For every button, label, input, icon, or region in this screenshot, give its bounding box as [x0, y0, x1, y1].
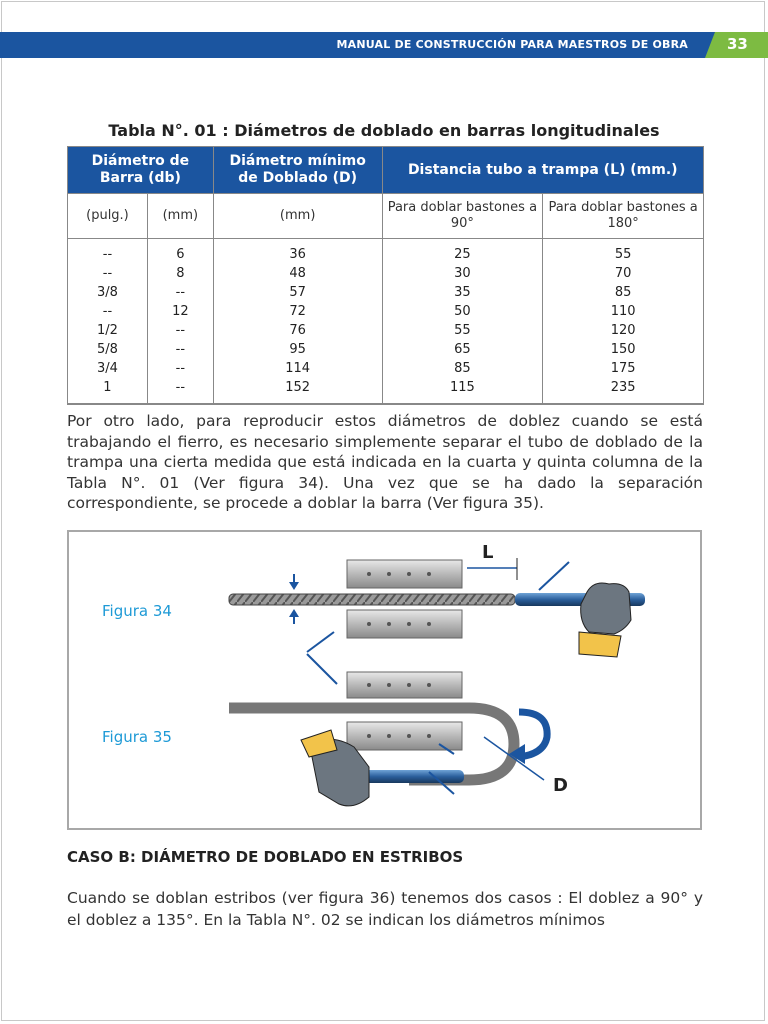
table-cell: 8: [176, 266, 185, 281]
table-cell: --: [175, 380, 186, 395]
table-cell: 72: [289, 304, 306, 319]
table-cell: --: [102, 304, 113, 319]
column-mm: [147, 239, 213, 405]
table-cell: 110: [610, 304, 636, 319]
table-cell: 1: [103, 380, 112, 395]
section-paragraph: Cuando se doblan estribos (ver figura 36) tenemos dos casos : El doblez a 90° y el doblez a 135°. En la Tabla N°. 02 se indican los diámetros mínimos: [67, 889, 703, 929]
table-cell: 120: [610, 323, 636, 338]
figure-35-label: Figura 35: [102, 728, 172, 746]
subheader-bend-90: Para doblar bastones a 90°: [382, 194, 543, 239]
bending-illustration: [69, 532, 700, 828]
bend-diameter-table: [67, 146, 704, 405]
table-cell: --: [175, 323, 186, 338]
table-cell: 70: [614, 266, 632, 281]
dimension-D-label: D: [553, 775, 568, 796]
table-cell: 35: [454, 285, 471, 300]
table-cell: 57: [289, 285, 306, 300]
column-min-mm: [213, 239, 382, 405]
table-cell: --: [102, 247, 113, 262]
figure-panel: [67, 530, 702, 830]
table-cell: 115: [449, 380, 475, 395]
table-cell: 48: [289, 266, 306, 281]
table-cell: 55: [454, 323, 471, 338]
figure-35-graphic: [229, 672, 547, 806]
table-cell: 152: [285, 380, 311, 395]
table-cell: --: [175, 285, 186, 300]
table-cell: 50: [454, 304, 471, 319]
table-cell: --: [175, 361, 186, 376]
subheader-mm: (mm): [147, 194, 213, 239]
table-cell: 95: [289, 342, 306, 357]
table-cell: --: [175, 342, 186, 357]
table-body-row: [68, 239, 704, 405]
column-bend-180: [543, 239, 704, 405]
table-cell: 3/4: [96, 361, 118, 376]
figure-34-label: Figura 34: [102, 602, 172, 620]
subheader-pulg: (pulg.): [68, 194, 148, 239]
column-pulg: [68, 239, 148, 405]
table-cell: 114: [285, 361, 311, 376]
table-cell: 25: [454, 247, 471, 262]
table-cell: 85: [454, 361, 471, 376]
table-cell: --: [102, 266, 113, 281]
body-paragraph: Por otro lado, para reproducir estos diámetros de doblez cuando se está trabajando el fierro, es necesario simplemente separar el tubo de doblado de la trampa una cierta medida que está indicada en la cuarta y quinta columna de la Tabla N°. 01 (Ver figura 34). Una vez que se ha dado la separación correspondiente, se procede a doblar la barra (Ver figura 35).: [67, 412, 703, 512]
table-cell: 175: [610, 361, 636, 376]
table-cell: 30: [454, 266, 471, 281]
table-cell: 235: [610, 380, 636, 395]
table-cell: 55: [614, 247, 632, 262]
dimension-L-label: L: [482, 542, 494, 563]
table-cell: 76: [289, 323, 306, 338]
figure-34-graphic: [229, 558, 645, 684]
header-distance: Distancia tubo a trampa (L) (mm.): [382, 147, 703, 194]
section-heading: CASO B: DIÁMETRO DE DOBLADO EN ESTRIBOS: [67, 848, 464, 866]
page-number: 33: [727, 35, 748, 53]
subheader-bend-180: Para doblar bastones a 180°: [543, 194, 704, 239]
table-cell: 12: [172, 304, 189, 319]
table-cell: 3/8: [96, 285, 118, 300]
subheader-min-mm: (mm): [213, 194, 382, 239]
header-bar-diameter: Diámetro de Barra (db): [68, 147, 214, 194]
table-title: Tabla N°. 01 : Diámetros de doblado en barras longitudinales: [108, 121, 660, 140]
table-cell: 5/8: [96, 342, 118, 357]
table-cell: 85: [614, 285, 632, 300]
column-bend-90: [382, 239, 543, 405]
header-title: MANUAL DE CONSTRUCCIÓN PARA MAESTROS DE OBRA: [336, 38, 688, 51]
header-min-diameter: Diámetro mínimo de Doblado (D): [213, 147, 382, 194]
table-cell: 1/2: [96, 323, 118, 338]
table-cell: 150: [610, 342, 636, 357]
table-cell: 6: [176, 247, 185, 262]
table-cell: 65: [454, 342, 471, 357]
table-cell: 36: [289, 247, 306, 262]
